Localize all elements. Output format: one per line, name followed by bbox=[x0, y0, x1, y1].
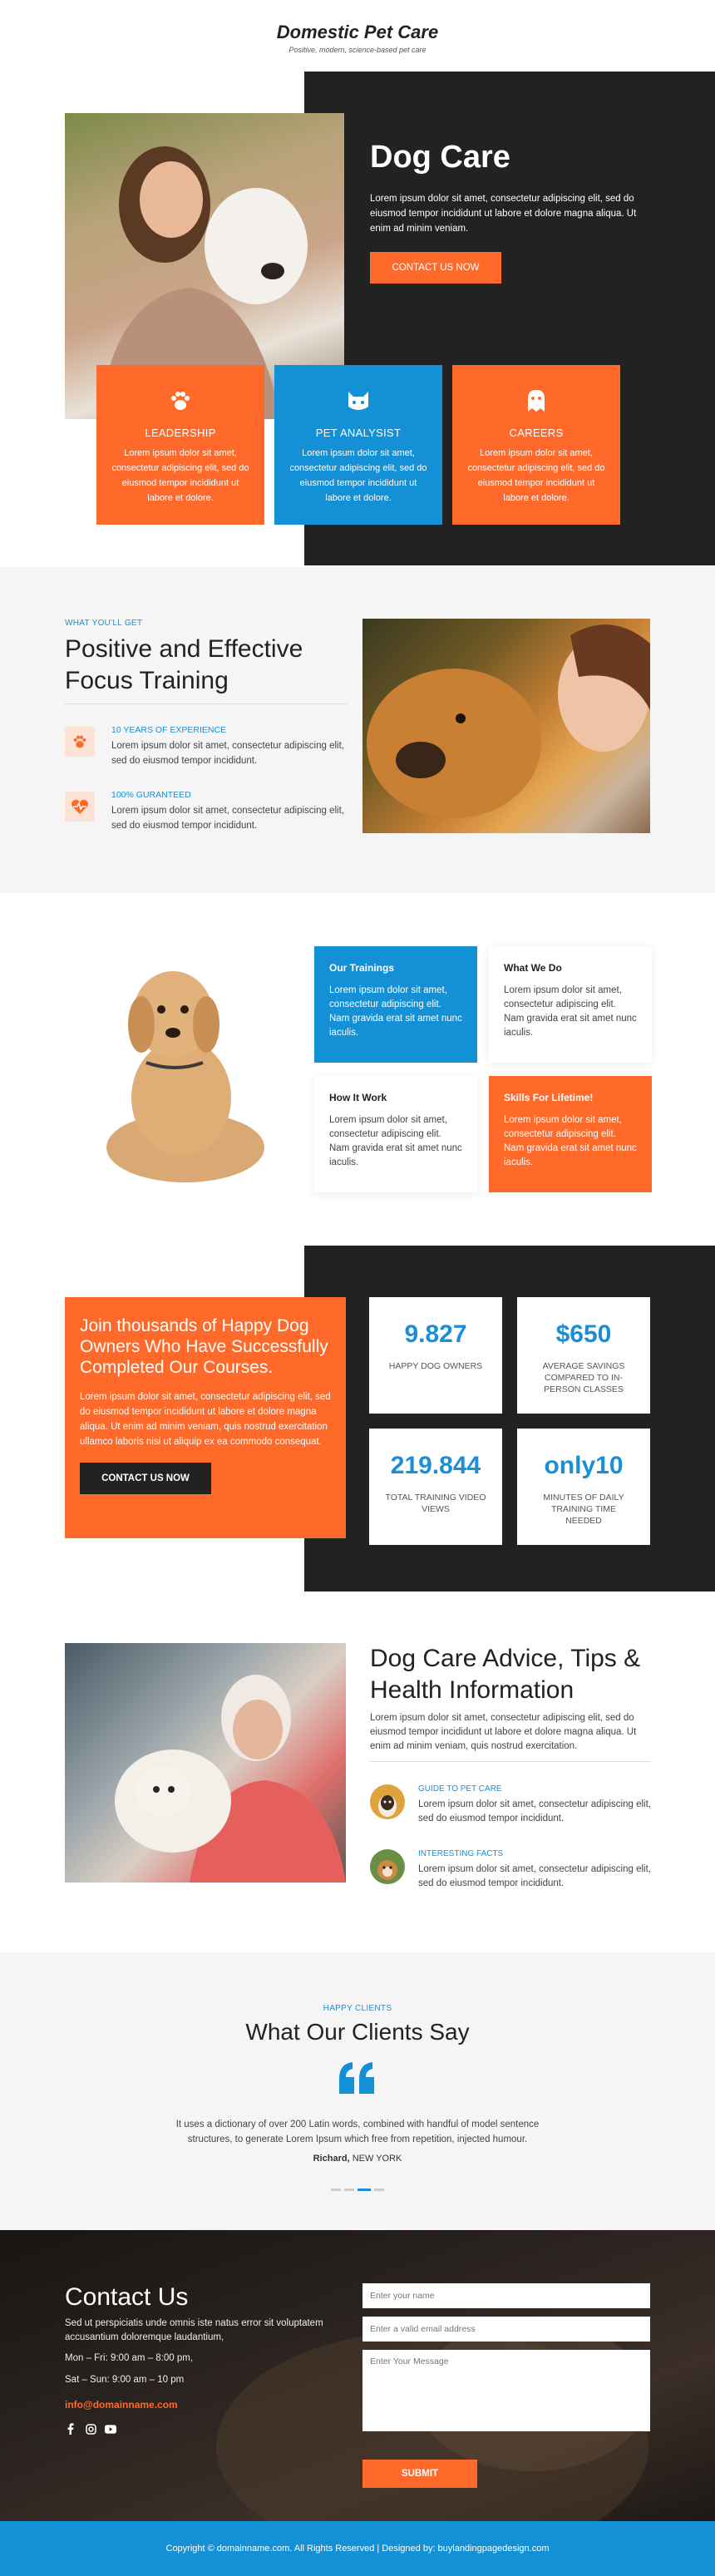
hero-description: Lorem ipsum dolor sit amet, consectetur adipiscing elit, sed do eiusmod tempor incididunt ut labore et dolore magna aliqua. Ut enim ad minim veniam. bbox=[370, 194, 637, 234]
join-contact-button[interactable]: CONTACT US NOW bbox=[80, 1463, 211, 1494]
feature-box-our-trainings[interactable] bbox=[314, 946, 477, 1063]
quote-icon bbox=[338, 2059, 377, 2095]
feature-card-pet-analysist[interactable] bbox=[274, 365, 442, 525]
testimonial-author: Richard, bbox=[313, 2154, 350, 2164]
cat-icon bbox=[344, 387, 372, 415]
feature-box-text: Lorem ipsum dolor sit amet, consectetur adipiscing elit. Nam gravida erat sit amet nunc iaculis. bbox=[329, 1115, 462, 1167]
stat-value: 9.827 bbox=[404, 1320, 467, 1348]
feature-box-text: Lorem ipsum dolor sit amet, consectetur adipiscing elit. Nam gravida erat sit amet nunc iaculis. bbox=[504, 985, 637, 1038]
brand-logo[interactable]: Domestic Pet Care bbox=[276, 22, 439, 42]
feature-box-title: What We Do bbox=[504, 962, 562, 974]
testimonials-title: What Our Clients Say bbox=[245, 2019, 470, 2045]
guarantee-text: Lorem ipsum dolor sit amet, consectetur adipiscing elit, sed do eiusmod tempor incididunt. bbox=[111, 806, 344, 831]
contact-text: Sed ut perspiciatis unde omnis iste natus error sit voluptatem accusantium doloremque laudantium, bbox=[65, 2318, 323, 2342]
feature-card-title: LEADERSHIP bbox=[145, 427, 216, 439]
email-input[interactable] bbox=[362, 2317, 650, 2342]
divider bbox=[370, 1761, 650, 1762]
testimonials-eyebrow: HAPPY CLIENTS bbox=[323, 2004, 392, 2013]
advice-text: Lorem ipsum dolor sit amet, consectetur adipiscing elit, sed do eiusmod tempor incididunt ut labore et dolore magna aliqua. Ut enim ad minim veniam, quis nostrud exercitation. bbox=[370, 1713, 637, 1751]
hours-weekday: Mon – Fri: 9:00 am – 8:00 pm, bbox=[65, 2353, 194, 2363]
carousel-dots bbox=[0, 2180, 715, 2195]
tip-text: Lorem ipsum dolor sit amet, consectetur adipiscing elit, sed do eiusmod tempor incididunt. bbox=[418, 1864, 651, 1888]
join-card bbox=[65, 1297, 346, 1538]
contact-email[interactable]: info@domainname.com bbox=[65, 2399, 178, 2411]
testimonial-author-line bbox=[0, 2154, 715, 2164]
message-textarea[interactable] bbox=[362, 2350, 650, 2431]
stat-label: HAPPY DOG OWNERS bbox=[388, 1361, 483, 1371]
social-links bbox=[65, 2423, 116, 2435]
training-photo-woman-with-golden-retriever bbox=[362, 619, 650, 833]
hours-weekend: Sat – Sun: 9:00 am – 10 pm bbox=[65, 2375, 185, 2385]
feature-box-text: Lorem ipsum dolor sit amet, consectetur adipiscing elit. Nam gravida erat sit amet nunc iaculis. bbox=[329, 985, 462, 1038]
join-text: Lorem ipsum dolor sit amet, consectetur adipiscing elit, sed do eiusmod tempor incididunt ut labore et dolore magna aliqua. Ut enim ad minim veniam, quis nostrud exercitation ullamco laboris nisi ut aliquip ex ea commodo consequat. bbox=[80, 1392, 331, 1447]
submit-button[interactable]: SUBMIT bbox=[362, 2460, 477, 2488]
tip-title[interactable]: GUIDE TO PET CARE bbox=[418, 1784, 502, 1794]
feature-card-title: PET ANALYSIST bbox=[315, 427, 402, 439]
feature-box-how-it-work[interactable] bbox=[314, 1076, 477, 1192]
stat-value: only10 bbox=[544, 1452, 624, 1479]
footer-copyright: Copyright © domainname.com. All Rights Reserved | Designed by: buylandingpagedesign.com bbox=[0, 2521, 715, 2576]
stat-daily-training-time bbox=[517, 1429, 650, 1545]
hero-title: Dog Care bbox=[370, 140, 510, 175]
tip-text: Lorem ipsum dolor sit amet, consectetur adipiscing elit, sed do eiusmod tempor incididunt. bbox=[418, 1799, 651, 1823]
carousel-dot[interactable] bbox=[331, 2189, 341, 2191]
join-title: Join thousands of Happy Dog Owners Who Have Successfully Completed Our Courses. bbox=[80, 1316, 328, 1377]
guarantee-title: 100% GURANTEED bbox=[111, 790, 191, 800]
brand-tagline: Positive, modern, science-based pet care bbox=[288, 46, 427, 54]
testimonial-location: NEW YORK bbox=[352, 2154, 402, 2164]
feature-card-leadership[interactable] bbox=[96, 365, 264, 525]
divider bbox=[65, 703, 348, 704]
experience-title: 10 YEARS OF EXPERIENCE bbox=[111, 725, 227, 735]
stat-value: 219.844 bbox=[390, 1452, 481, 1479]
feature-box-title: Skills For Lifetime! bbox=[504, 1092, 594, 1103]
paw-icon bbox=[166, 387, 195, 415]
testimonial-quote: It uses a dictionary of over 200 Latin words, combined with handful of model sentence structures, to generate Lorem Ipsum which free from repetition, injected humour. bbox=[175, 2120, 540, 2144]
training-title: Positive and Effective Focus Training bbox=[65, 635, 303, 694]
advice-title: Dog Care Advice, Tips & Health Information bbox=[370, 1645, 641, 1704]
feature-box-title: How It Work bbox=[329, 1092, 387, 1103]
feature-card-careers[interactable] bbox=[452, 365, 620, 525]
paw-icon bbox=[65, 727, 95, 757]
feature-card-text: Lorem ipsum dolor sit amet, consectetur adipiscing elit, sed do eiusmod tempor incididunt ut labore et dolore. bbox=[289, 448, 427, 503]
stat-video-views bbox=[369, 1429, 502, 1545]
hero-contact-button[interactable]: CONTACT US NOW bbox=[370, 252, 501, 284]
feature-box-skills-for-lifetime[interactable] bbox=[489, 1076, 652, 1192]
ghost-icon bbox=[522, 387, 550, 415]
puppy-photo bbox=[81, 948, 289, 1189]
name-input[interactable] bbox=[362, 2283, 650, 2308]
youtube-icon[interactable] bbox=[105, 2423, 116, 2435]
feature-card-title: CAREERS bbox=[509, 427, 564, 439]
feature-box-title: Our Trainings bbox=[329, 962, 395, 974]
stat-average-savings bbox=[517, 1297, 650, 1414]
feature-box-text: Lorem ipsum dolor sit amet, consectetur adipiscing elit. Nam gravida erat sit amet nunc iaculis. bbox=[504, 1115, 637, 1167]
tip-title[interactable]: INTERESTING FACTS bbox=[418, 1849, 504, 1858]
advice-photo-elderly-woman-with-dog bbox=[65, 1643, 346, 1883]
experience-text: Lorem ipsum dolor sit amet, consectetur adipiscing elit, sed do eiusmod tempor incididunt. bbox=[111, 741, 344, 766]
avatar-guide-dog bbox=[370, 1784, 405, 1819]
carousel-dot-active[interactable] bbox=[358, 2189, 371, 2191]
stat-label: AVERAGE SAVINGS COMPARED TO IN-PERSON CLASSES bbox=[542, 1361, 625, 1394]
stat-value: $650 bbox=[555, 1320, 612, 1348]
feature-card-text: Lorem ipsum dolor sit amet, consectetur adipiscing elit, sed do eiusmod tempor incididunt ut labore et dolore. bbox=[467, 448, 605, 503]
contact-title: Contact Us bbox=[65, 2283, 189, 2311]
stats-dark-panel bbox=[304, 1246, 715, 1591]
stat-label: TOTAL TRAINING VIDEO VIEWS bbox=[385, 1493, 486, 1514]
training-eyebrow: WHAT YOU'LL GET bbox=[65, 619, 143, 628]
heartbeat-icon bbox=[65, 792, 95, 822]
carousel-dot[interactable] bbox=[344, 2189, 354, 2191]
carousel-dot[interactable] bbox=[374, 2189, 384, 2191]
instagram-icon[interactable] bbox=[85, 2423, 96, 2435]
stat-label: MINUTES OF DAILY TRAINING TIME NEEDED bbox=[543, 1493, 624, 1526]
feature-box-what-we-do[interactable] bbox=[489, 946, 652, 1063]
facebook-icon[interactable] bbox=[65, 2423, 76, 2435]
stat-happy-dog-owners bbox=[369, 1297, 502, 1414]
avatar-facts-dog bbox=[370, 1849, 405, 1884]
feature-card-text: Lorem ipsum dolor sit amet, consectetur adipiscing elit, sed do eiusmod tempor incididunt ut labore et dolore. bbox=[111, 448, 249, 503]
